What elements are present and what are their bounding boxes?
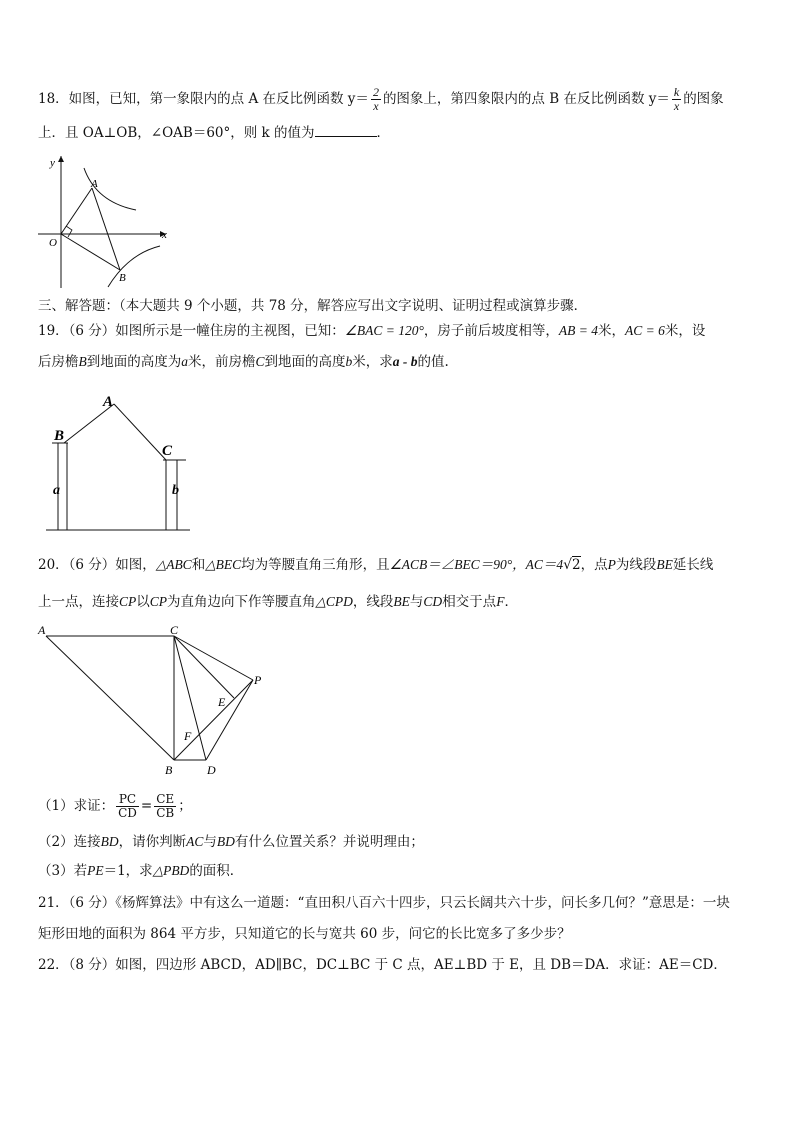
q20-part2-text-b: ，请你判断 bbox=[118, 834, 187, 850]
q20-text-d: 为线段 bbox=[615, 557, 657, 573]
label-P: P bbox=[254, 673, 262, 687]
label-E: E bbox=[218, 695, 226, 709]
q20-text-i: ，线段 bbox=[352, 594, 394, 610]
q20-part3-text-a: （3）若 bbox=[38, 863, 88, 879]
answer-blank bbox=[315, 124, 377, 137]
q20-part3-text-c: 的面积． bbox=[189, 863, 244, 879]
q19-line1 bbox=[38, 322, 705, 340]
q20-text-f: 上一点，连接 bbox=[38, 594, 119, 610]
q20-line1 bbox=[38, 556, 713, 574]
frac-denominator: x bbox=[673, 99, 680, 113]
q20-part2-text-c: 与 bbox=[203, 834, 217, 850]
q19-text-g: 米，前房檐 bbox=[188, 354, 256, 370]
q20-var-CP2: CP bbox=[149, 594, 168, 609]
q19-text-f: 到地面的高度为 bbox=[86, 354, 182, 370]
q18-line2 bbox=[38, 124, 390, 142]
q20-var-P: P bbox=[607, 557, 616, 572]
label-B: B bbox=[54, 428, 65, 444]
label-F: F bbox=[184, 729, 192, 743]
q20-var-BD2: BD bbox=[216, 834, 235, 849]
q18-text-b: 的图象上，第四象限内的点 B 在反比例函数 y＝ bbox=[382, 91, 670, 107]
label-A: A bbox=[103, 394, 114, 410]
section-3-heading: 三、解答题：（本大题共 9 个小题，共 78 分，解答应写出文字说明、证明过程或演算步骤． bbox=[38, 298, 588, 314]
q20-part2-text-a: （2）连接 bbox=[38, 834, 101, 850]
q20-line2 bbox=[38, 593, 518, 611]
label-y-axis: y bbox=[50, 157, 55, 169]
label-C: C bbox=[162, 443, 173, 459]
q19-text-b: ，房子前后坡度相等， bbox=[423, 323, 559, 339]
q19-figure bbox=[40, 390, 200, 538]
q20-text-j: 与 bbox=[409, 594, 424, 610]
q18-text-e: ． bbox=[376, 125, 391, 141]
q20-part1-text: （1）求证： bbox=[38, 798, 115, 814]
q18-fraction-2 bbox=[672, 86, 681, 113]
q20-var-BE2: BE bbox=[393, 594, 410, 609]
q20-part2-text-d: 有什么位置关系？并说明理由； bbox=[234, 834, 424, 850]
q20-part1-end: ； bbox=[178, 798, 192, 814]
q19-angle: ∠BAC = 120° bbox=[344, 323, 424, 338]
q20-tri-abc: △ABC bbox=[155, 557, 192, 572]
q20-var-F: F bbox=[496, 594, 505, 609]
q20-text-l: ． bbox=[504, 594, 518, 610]
q20-var-PE: PE bbox=[87, 863, 104, 878]
q19-var-C: C bbox=[255, 354, 265, 369]
q20-text-k: 相交于点 bbox=[442, 594, 497, 610]
frac-denominator: CB bbox=[156, 806, 175, 820]
label-O: O bbox=[49, 237, 57, 249]
q20-text-b: 均为等腰直角三角形，且 bbox=[241, 557, 390, 573]
q20-text-a: 20．（6 分）如图， bbox=[38, 557, 156, 573]
q20-fraction-ce-cb bbox=[154, 793, 176, 820]
q20-text-h: 为直角边向下作等腰直角 bbox=[167, 594, 316, 610]
q19-text-e: 后房檐 bbox=[38, 354, 79, 370]
q20-var-BE: BE bbox=[656, 557, 673, 572]
q19-text-c: 米， bbox=[598, 323, 626, 339]
q20-part3 bbox=[38, 862, 243, 880]
q18-text-a: 18．如图，已知，第一象限内的点 A 在反比例函数 y＝ bbox=[38, 91, 369, 107]
frac-denominator: x bbox=[373, 99, 379, 113]
q20-text-e: 延长线 bbox=[672, 557, 714, 573]
frac-numerator: PC bbox=[116, 793, 139, 807]
q18-line1 bbox=[38, 86, 724, 113]
q18-text-d: 上．且 OA⊥OB，∠OAB＝60°，则 k 的值为 bbox=[38, 125, 315, 141]
q20-sqrt-radicand: 2 bbox=[572, 557, 581, 573]
label-b: b bbox=[172, 483, 179, 498]
label-a: a bbox=[53, 483, 60, 498]
q20-var-CP: CP bbox=[119, 594, 137, 609]
q20-var-BD: BD bbox=[100, 834, 119, 849]
q20-angles: ∠ACB＝∠BEC＝90°，AC＝4 bbox=[389, 557, 564, 572]
q19-text-a: 19．（6 分）如图所示是一幢住房的主视图，已知： bbox=[38, 323, 345, 339]
q20-part3-text-b: ＝1，求 bbox=[103, 863, 153, 879]
q20-tri-pbd: △PBD bbox=[152, 863, 190, 878]
q19-line2 bbox=[38, 353, 449, 371]
q21-line1: 21．（6 分）《杨辉算法》中有这么一道题：“直田积八百六十四步，只云长阔共六十步，问长多几何？”意思是：一块 bbox=[38, 895, 730, 911]
q20-var-CD: CD bbox=[423, 594, 443, 609]
frac-numerator: k bbox=[673, 85, 680, 99]
label-x-axis: x bbox=[162, 229, 167, 241]
frac-numerator: CE bbox=[154, 793, 176, 807]
frac-numerator: 2 bbox=[372, 85, 379, 99]
q19-text-j: 的值. bbox=[417, 354, 449, 370]
q19-var-b: b bbox=[345, 354, 353, 369]
label-A: A bbox=[91, 178, 98, 190]
q20-tri-cpd: △CPD bbox=[315, 594, 353, 609]
q19-var-a: a bbox=[181, 354, 188, 369]
q20-figure bbox=[34, 620, 274, 780]
q20-text-g: 以 bbox=[136, 594, 150, 610]
q22-line1: 22．（8 分）如图，四边形 ABCD，AD∥BC，DC⊥BC 于 C 点，AE⊥BD 于 E，且 DB＝DA．求证：AE＝CD． bbox=[38, 957, 727, 973]
label-D: D bbox=[207, 763, 216, 777]
q20-var-AC: AC bbox=[186, 834, 204, 849]
q19-ac: AC = 6 bbox=[625, 323, 665, 338]
q20-text-c: ，点 bbox=[580, 557, 608, 573]
q18-fraction-1 bbox=[371, 86, 381, 113]
label-A: A bbox=[38, 623, 46, 637]
q18-text-c: 的图象 bbox=[683, 91, 724, 107]
label-B: B bbox=[165, 763, 173, 777]
q20-equals: = bbox=[140, 798, 153, 814]
label-B: B bbox=[119, 272, 126, 284]
q19-text-i: 米，求 bbox=[352, 354, 393, 370]
q20-part1 bbox=[38, 793, 192, 820]
q19-expression: a - b bbox=[392, 354, 418, 369]
q20-text-and: 和 bbox=[191, 557, 206, 573]
sqrt-icon: √ bbox=[563, 557, 573, 573]
q19-text-d: 米，设 bbox=[664, 323, 706, 339]
frac-denominator: CD bbox=[118, 806, 137, 820]
q19-ab: AB = 4 bbox=[558, 323, 599, 338]
q21-line2: 矩形田地的面积为 864 平方步，只知道它的长与宽共 60 步，问它的长比宽多了多少步？ bbox=[38, 926, 571, 942]
q18-figure bbox=[34, 150, 174, 290]
label-C: C bbox=[170, 623, 179, 637]
q19-text-h: 到地面的高度 bbox=[264, 354, 346, 370]
q19-var-B: B bbox=[78, 354, 87, 369]
q20-tri-bec: △BEC bbox=[205, 557, 242, 572]
q20-part2 bbox=[38, 833, 424, 851]
q20-fraction-pc-cd bbox=[116, 793, 139, 820]
